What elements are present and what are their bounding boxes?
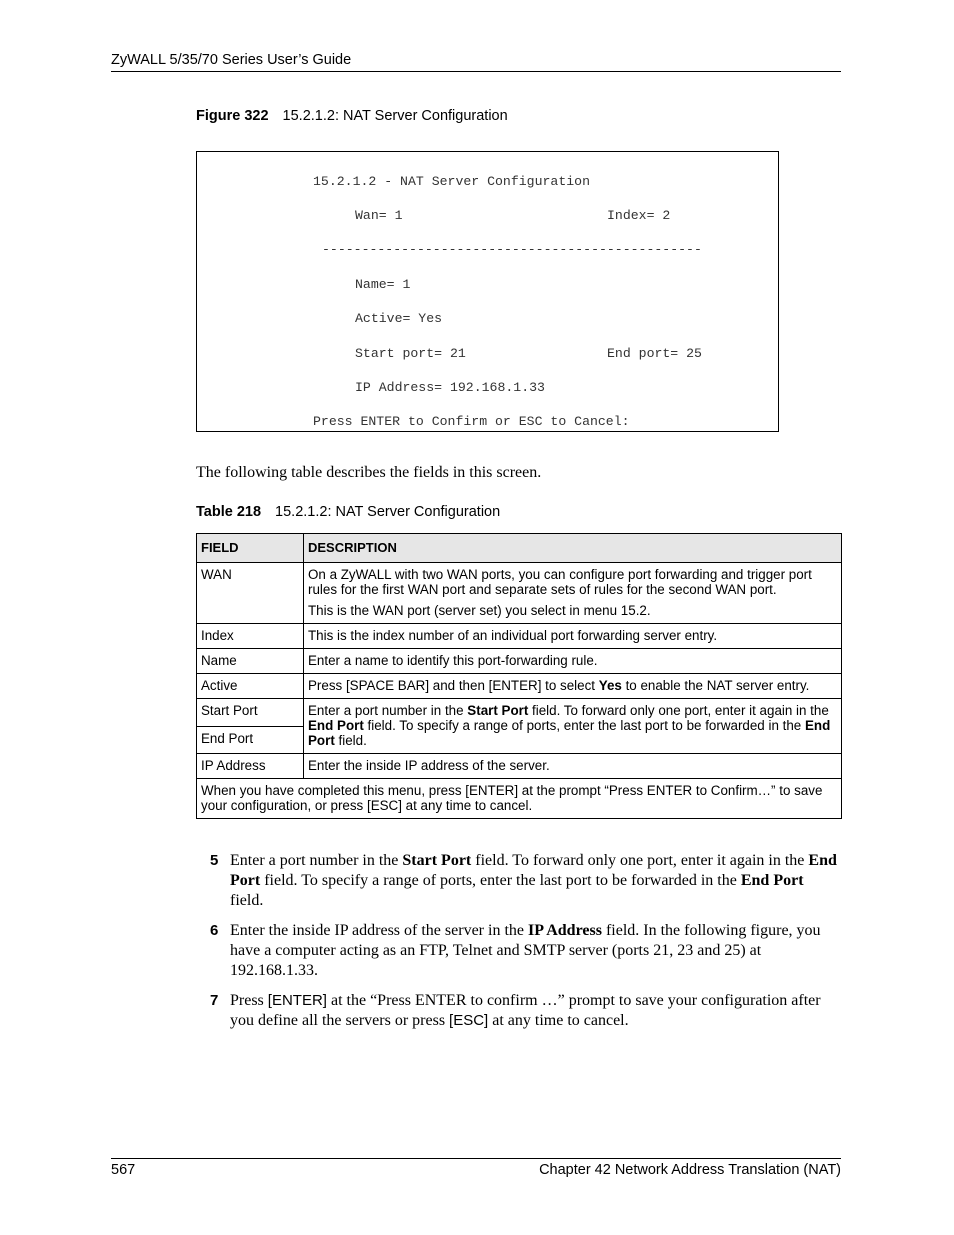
table-title: 15.2.1.2: NAT Server Configuration: [275, 504, 501, 520]
step-text: [230, 851, 840, 911]
running-header: ZyWALL 5/35/70 Series User’s Guide: [111, 52, 352, 68]
console-start-port: Start port= 21: [355, 346, 466, 361]
text-run: field. To forward only one port, enter it again in the: [471, 852, 809, 869]
step-number: 7: [210, 992, 219, 1009]
table-footer-note: When you have completed this menu, press [ENTER] at the prompt “Press ENTER to Confirm…” to save your configuration, or press [ESC] at any time to cancel.: [197, 779, 842, 819]
step-number: 5: [210, 852, 219, 869]
console-title: 15.2.1.2 - NAT Server Configuration: [313, 174, 590, 189]
text-run: field.: [334, 733, 367, 748]
console-active: Active= Yes: [355, 311, 443, 326]
table-row: [197, 674, 842, 699]
description-cell: This is the index number of an individual port forwarding server entry.: [304, 624, 842, 649]
step-number: 6: [210, 922, 219, 939]
console-index: Index= 2: [607, 208, 671, 223]
console-screen: [196, 151, 779, 432]
text-run: Enter a port number in the: [230, 852, 403, 869]
description-cell: Enter the inside IP address of the server.: [304, 754, 842, 779]
key-name: [ESC]: [449, 1012, 489, 1029]
footer-rule: [111, 1158, 841, 1159]
text-run: Press: [230, 992, 268, 1009]
bold-term: End Port: [740, 872, 804, 889]
key-name: [ENTER]: [267, 992, 327, 1009]
step-text: [230, 921, 840, 981]
text-run: field. To specify a range of ports, enter the last port to be forwarded in the: [260, 872, 741, 889]
text-run: at any time to cancel.: [488, 1012, 629, 1029]
table-row: [197, 563, 842, 624]
bold-term: End Port: [308, 718, 831, 748]
table-row: [197, 624, 842, 649]
console-name: Name= 1: [355, 277, 411, 292]
chapter-title: Chapter 42 Network Address Translation (NAT): [539, 1162, 841, 1178]
field-cell: Name: [197, 649, 304, 674]
table-row: [197, 754, 842, 779]
bold-term: Start Port: [402, 852, 472, 869]
bold-term: Start Port: [467, 703, 529, 718]
description-text: On a ZyWALL with two WAN ports, you can configure port forwarding and trigger port rules for the first WAN port and separate sets of rules for the second WAN port.: [308, 567, 812, 597]
description-cell: [304, 563, 842, 624]
steps-list: [210, 851, 840, 1041]
table-header-row: [197, 534, 842, 563]
description-cell: Enter a name to identify this port-forwarding rule.: [304, 649, 842, 674]
field-cell: Active: [197, 674, 304, 699]
table-label: Table 218: [196, 504, 262, 520]
description-cell: [304, 699, 842, 754]
field-cell: Index: [197, 624, 304, 649]
figure-caption: [196, 108, 508, 124]
field-cell: Start Port: [197, 699, 304, 727]
text-run: field. To specify a range of ports, enter the last port to be forwarded in the: [363, 718, 805, 733]
header-rule: [111, 71, 841, 72]
description-cell: [304, 674, 842, 699]
description-text: This is the WAN port (server set) you select in menu 15.2.: [308, 603, 651, 618]
list-item: [210, 921, 840, 981]
table-footer-row: [197, 779, 842, 819]
console-wan: Wan= 1: [355, 208, 403, 223]
list-item: [210, 851, 840, 911]
bold-term: End Port: [230, 852, 837, 889]
bold-term: End Port: [308, 718, 364, 733]
bold-term: IP Address: [527, 922, 602, 939]
text-run: Enter a port number in the: [308, 703, 468, 718]
header-description: DESCRIPTION: [304, 534, 842, 563]
page-number: 567: [111, 1162, 136, 1178]
table-caption: [196, 504, 500, 520]
console-divider: ------------------------------------------------: [322, 242, 702, 257]
field-cell: WAN: [197, 563, 304, 624]
text-run: Enter the inside IP address of the server in the: [230, 922, 528, 939]
bold-term: Yes: [598, 678, 622, 693]
text-run: field. To forward only one port, enter it again in the: [528, 703, 829, 718]
table-row: [197, 699, 842, 727]
step-text: [230, 991, 840, 1031]
text-run: Press [SPACE BAR] and then [ENTER] to select: [308, 678, 599, 693]
field-description-table: [196, 533, 842, 819]
console-end-port: End port= 25: [607, 346, 702, 361]
intro-text: The following table describes the fields in this screen.: [196, 464, 542, 481]
figure-label: Figure 322: [196, 108, 269, 124]
text-run: to enable the NAT server entry.: [621, 678, 810, 693]
text-run: field. In the following figure, you have a computer acting as an FTP, Telnet and SMTP server (ports 21, 23 and 25) at 192.168.1.33.: [230, 922, 821, 979]
text-run: field.: [230, 892, 264, 909]
table-row: [197, 649, 842, 674]
console-ip-address: IP Address= 192.168.1.33: [355, 380, 545, 395]
text-run: at the “Press ENTER to confirm …” prompt to save your configuration after you define all the servers or press: [230, 992, 821, 1029]
figure-title: 15.2.1.2: NAT Server Configuration: [282, 108, 508, 124]
field-cell: End Port: [197, 726, 304, 754]
list-item: [210, 991, 840, 1031]
console-prompt: Press ENTER to Confirm or ESC to Cancel:: [313, 414, 630, 429]
header-field: FIELD: [197, 534, 304, 563]
field-cell: IP Address: [197, 754, 304, 779]
